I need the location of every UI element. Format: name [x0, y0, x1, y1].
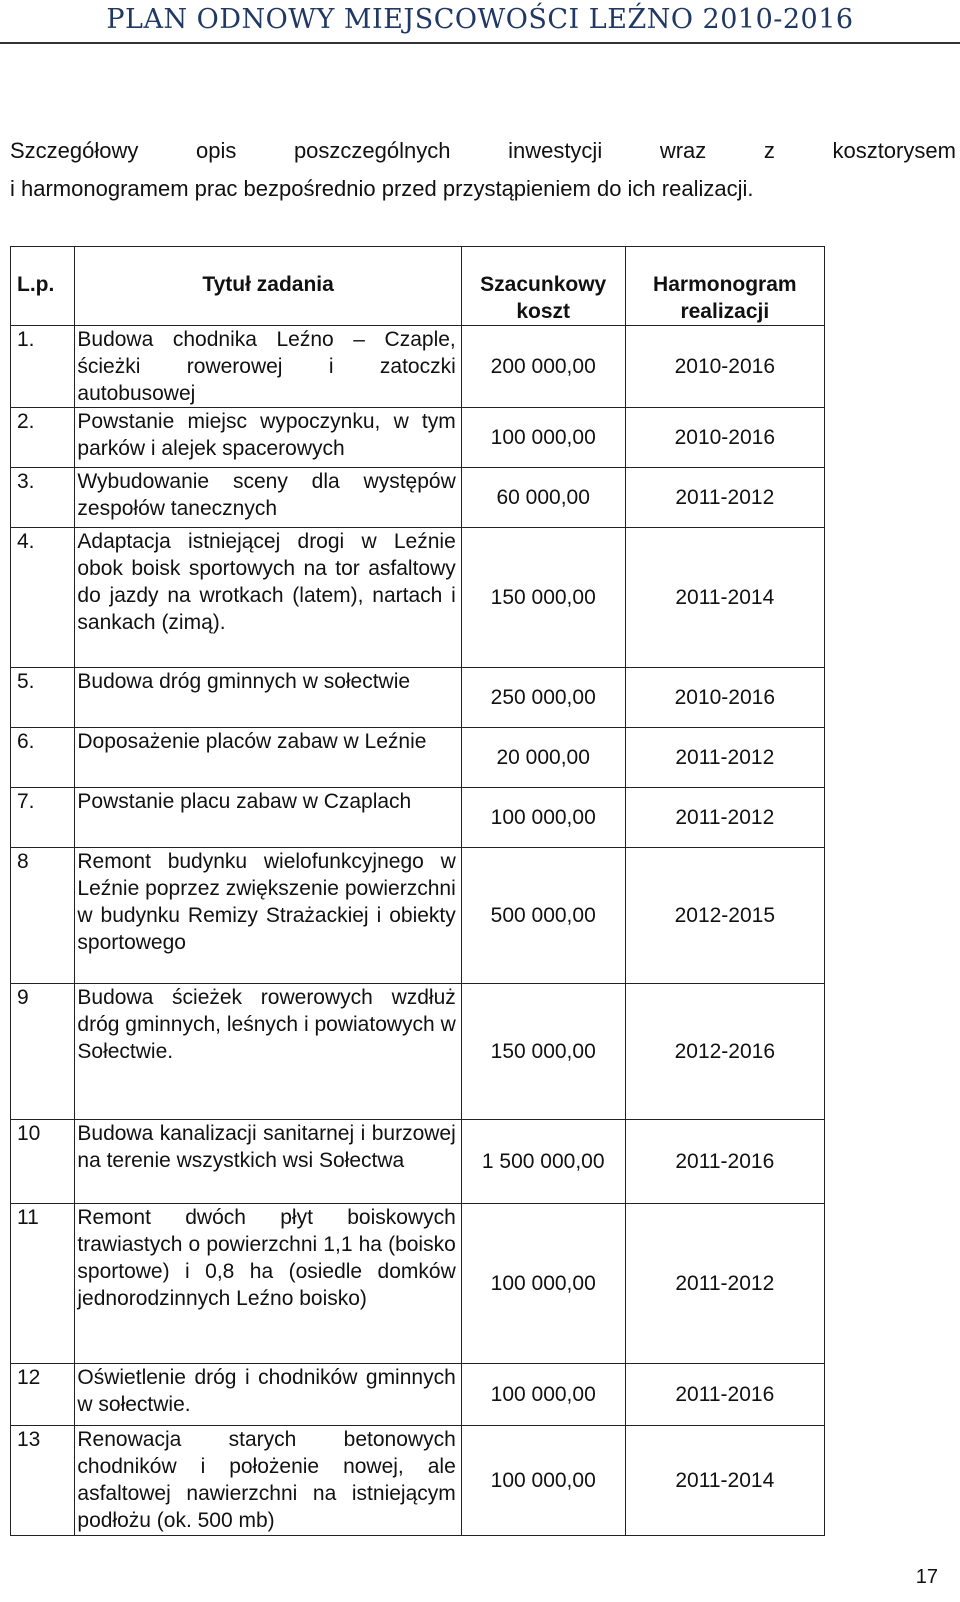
cell-lp: 5.: [11, 668, 75, 728]
cell-title: Doposażenie placów zabaw w Leźnie: [75, 728, 461, 788]
table-row: [11, 326, 825, 408]
table-header-row: [11, 247, 825, 326]
cell-lp: 8: [11, 848, 75, 984]
cell-title: Budowa ścieżek rowerowych wzdłuż dróg gminnych, leśnych i powiatowych w Sołectwie.: [75, 984, 461, 1120]
cell-cost: 100 000,00: [461, 788, 625, 848]
cell-cost: 200 000,00: [461, 326, 625, 408]
table-row: [11, 408, 825, 468]
cell-lp: 12: [11, 1364, 75, 1426]
cell-title: Powstanie miejsc wypoczynku, w tym parków i alejek spacerowych: [75, 408, 461, 468]
cell-title: Oświetlenie dróg i chodników gminnych w sołectwie.: [75, 1364, 461, 1426]
table-row: [11, 984, 825, 1120]
cell-lp: 4.: [11, 528, 75, 668]
cell-schedule: 2010-2016: [625, 408, 824, 468]
cell-title: Budowa dróg gminnych w sołectwie: [75, 668, 461, 728]
cell-schedule: 2011-2014: [625, 1426, 824, 1536]
page-number: 17: [915, 1566, 938, 1588]
cell-cost: 1 500 000,00: [461, 1120, 625, 1204]
cell-cost: 20 000,00: [461, 728, 625, 788]
header-cost: Szacunkowy koszt: [461, 247, 625, 326]
table-row: [11, 1426, 825, 1536]
cell-schedule: 2011-2016: [625, 1364, 824, 1426]
cell-lp: 2.: [11, 408, 75, 468]
cell-cost: 60 000,00: [461, 468, 625, 528]
table-row: [11, 528, 825, 668]
cell-schedule: 2012-2015: [625, 848, 824, 984]
cell-title: Remont dwóch płyt boiskowych trawiastych o powierzchni 1,1 ha (boisko sportowe) i 0,8 ha (osiedle domków jednorodzinnych Leźno boisko): [75, 1204, 461, 1364]
table-row: [11, 1204, 825, 1364]
cell-lp: 11: [11, 1204, 75, 1364]
cell-lp: 13: [11, 1426, 75, 1536]
cell-lp: 3.: [11, 468, 75, 528]
cell-schedule: 2012-2016: [625, 984, 824, 1120]
cell-schedule: 2010-2016: [625, 326, 824, 408]
header-lp: L.p.: [11, 247, 75, 326]
intro-line-2: i harmonogramem prac bezpośrednio przed przystąpieniem do ich realizacji.: [10, 176, 754, 201]
header-title: Tytuł zadania: [75, 247, 461, 326]
cell-title: Budowa chodnika Leźno – Czaple, ścieżki rowerowej i zatoczki autobusowej: [75, 326, 461, 408]
cell-schedule: 2011-2012: [625, 1204, 824, 1364]
cell-title: Adaptacja istniejącej drogi w Leźnie obok boisk sportowych na tor asfaltowy do jazdy na wrotkach (latem), nartach i sankach (zimą).: [75, 528, 461, 668]
table-row: [11, 668, 825, 728]
cell-schedule: 2011-2016: [625, 1120, 824, 1204]
cell-schedule: 2011-2014: [625, 528, 824, 668]
intro-word: opis: [195, 138, 237, 163]
cell-cost: 100 000,00: [461, 408, 625, 468]
intro-paragraph: [10, 132, 956, 208]
intro-word: wraz: [659, 138, 707, 163]
cell-title: Powstanie placu zabaw w Czaplach: [75, 788, 461, 848]
cell-lp: 1.: [11, 326, 75, 408]
intro-word: z: [763, 138, 775, 163]
header-rule: [0, 42, 960, 44]
intro-word: Szczegółowy: [10, 138, 139, 163]
cell-title: Remont budynku wielofunkcyjnego w Leźnie poprzez zwiększenie powierzchni w budynku Remizy Strażackiej i obiekty sportowego: [75, 848, 461, 984]
cell-title: Renowacja starych betonowych chodników i położenie nowej, ale asfaltowej nawierzchni na istniejącym podłożu (ok. 500 mb): [75, 1426, 461, 1536]
table-row: [11, 468, 825, 528]
cell-schedule: 2011-2012: [625, 728, 824, 788]
table-row: [11, 848, 825, 984]
cell-schedule: 2011-2012: [625, 468, 824, 528]
cell-cost: 250 000,00: [461, 668, 625, 728]
cell-cost: 500 000,00: [461, 848, 625, 984]
cell-schedule: 2010-2016: [625, 668, 824, 728]
intro-word: kosztorysem: [832, 138, 956, 163]
table-row: [11, 1364, 825, 1426]
cell-title: Budowa kanalizacji sanitarnej i burzowej na terenie wszystkich wsi Sołectwa: [75, 1120, 461, 1204]
table-row: [11, 1120, 825, 1204]
table-body: [11, 326, 825, 1536]
document-title: PLAN ODNOWY MIEJSCOWOŚCI LEŹNO 2010-2016: [106, 4, 854, 35]
cell-cost: 100 000,00: [461, 1426, 625, 1536]
cell-lp: 7.: [11, 788, 75, 848]
intro-line-1: [10, 132, 956, 170]
cell-lp: 10: [11, 1120, 75, 1204]
investment-table: [10, 246, 825, 1536]
cell-title: Wybudowanie sceny dla występów zespołów tanecznych: [75, 468, 461, 528]
cell-cost: 150 000,00: [461, 984, 625, 1120]
cell-cost: 100 000,00: [461, 1204, 625, 1364]
intro-word: inwestycji: [508, 138, 603, 163]
cell-cost: 150 000,00: [461, 528, 625, 668]
cell-lp: 9: [11, 984, 75, 1120]
page-header: [0, 0, 960, 44]
header-schedule: Harmonogram realizacji: [625, 247, 824, 326]
table-row: [11, 728, 825, 788]
cell-cost: 100 000,00: [461, 1364, 625, 1426]
intro-word: poszczególnych: [293, 138, 451, 163]
cell-lp: 6.: [11, 728, 75, 788]
cell-schedule: 2011-2012: [625, 788, 824, 848]
table-row: [11, 788, 825, 848]
